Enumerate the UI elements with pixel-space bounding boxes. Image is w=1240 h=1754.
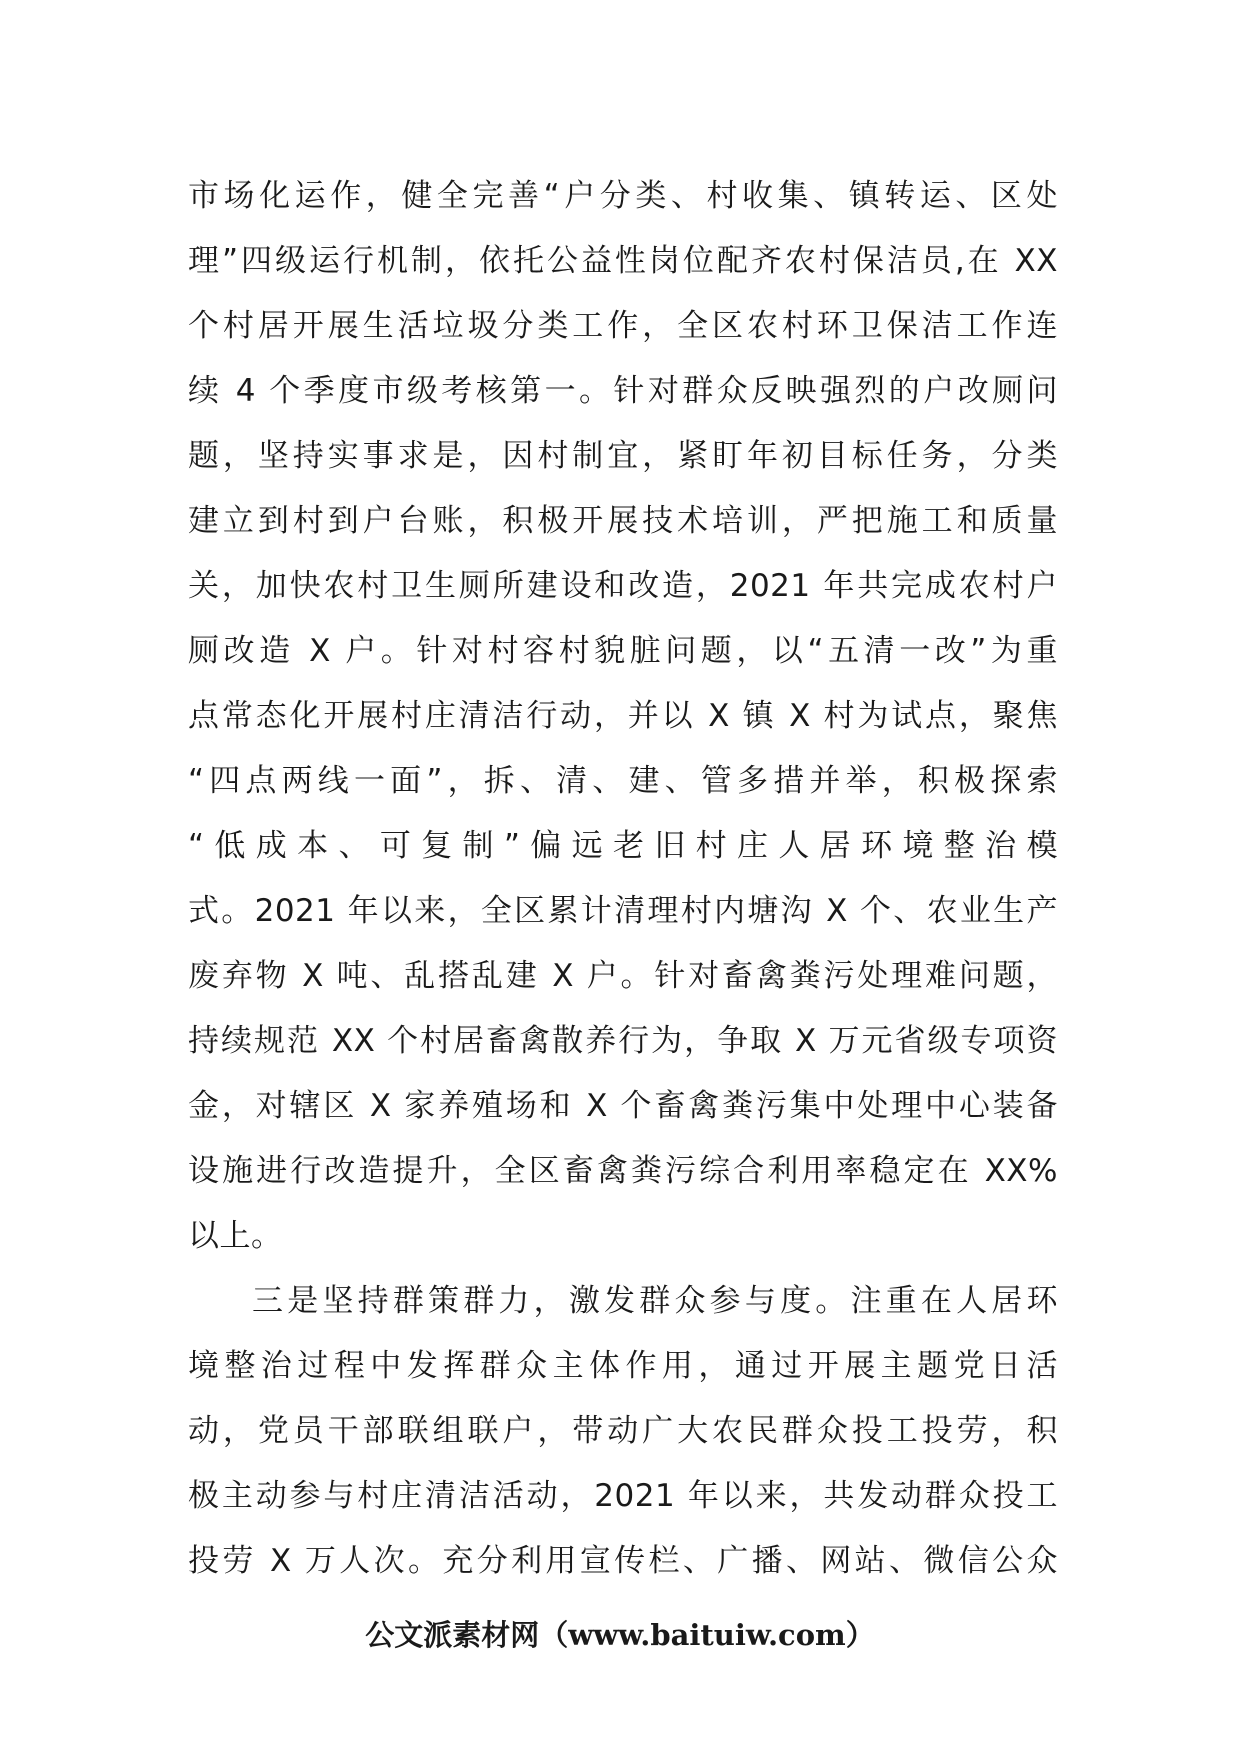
- text-line: 极主动参与村庄清洁活动，2021 年以来，共发动群众投工: [188, 1478, 1058, 1514]
- text-line: 式。2021 年以来，全区累计清理村内塘沟 X 个、农业生产: [188, 893, 1058, 929]
- text-line: 动，党员干部联组联户，带动广大农民群众投工投劳，积: [188, 1413, 1058, 1449]
- text-line: 关，加快农村卫生厕所建设和改造，2021 年共完成农村户: [188, 568, 1058, 604]
- text-line: 理”四级运行机制，依托公益性岗位配齐农村保洁员,在 XX: [188, 243, 1058, 279]
- text-line: 持续规范 XX 个村居畜禽散养行为，争取 X 万元省级专项资: [188, 1023, 1058, 1059]
- text-line: 以上。: [188, 1218, 283, 1254]
- text-line: 投劳 X 万人次。充分利用宣传栏、广播、网站、微信公众: [188, 1543, 1058, 1579]
- text-line: 续 4 个季度市级考核第一。针对群众反映强烈的户改厕问: [188, 373, 1058, 409]
- text-line: 境整治过程中发挥群众主体作用，通过开展主题党日活: [188, 1348, 1058, 1384]
- text-line: 点常态化开展村庄清洁行动，并以 X 镇 X 村为试点，聚焦: [188, 698, 1058, 734]
- paragraph-first-line: 三是坚持群策群力，激发群众参与度。注重在人居环: [252, 1283, 1058, 1319]
- text-line: 建立到村到户台账，积极开展技术培训，严把施工和质量: [188, 503, 1058, 539]
- text-line: 个村居开展生活垃圾分类工作，全区农村环卫保洁工作连: [188, 308, 1058, 344]
- text-line: 废弃物 X 吨、乱搭乱建 X 户。针对畜禽粪污处理难问题，: [188, 958, 1058, 994]
- document-body: [188, 164, 1058, 1594]
- text-line: “四点两线一面”，拆、清、建、管多措并举，积极探索: [188, 763, 1058, 799]
- footer-watermark: 公文派素材网（www.baituiw.com）: [365, 1618, 875, 1652]
- text-line: 设施进行改造提升，全区畜禽粪污综合利用率稳定在 XX%: [188, 1153, 1058, 1189]
- text-line: 题，坚持实事求是，因村制宜，紧盯年初目标任务，分类: [188, 438, 1058, 474]
- text-line: 市场化运作，健全完善“户分类、村收集、镇转运、区处: [188, 178, 1058, 214]
- text-line: 金，对辖区 X 家养殖场和 X 个畜禽粪污集中处理中心装备: [188, 1088, 1058, 1124]
- text-line: 厕改造 X 户。针对村容村貌脏问题，以“五清一改”为重: [188, 633, 1058, 669]
- text-line: “低成本、可复制”偏远老旧村庄人居环境整治模: [188, 828, 1058, 864]
